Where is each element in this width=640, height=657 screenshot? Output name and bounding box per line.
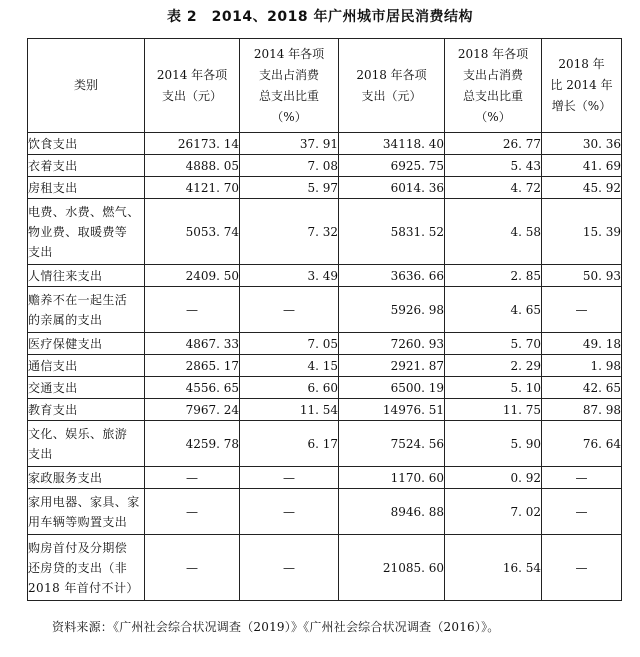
cell-share-2018: 4. 65: [445, 287, 542, 333]
header-growth: 2018 年 比 2014 年 增长（%）: [542, 39, 622, 133]
cell-share-2018: 16. 54: [445, 535, 542, 601]
cell-exp-2018: 8946. 88: [339, 489, 445, 535]
header-category: 类别: [28, 39, 145, 133]
cell-exp-2018: 7260. 93: [339, 333, 445, 355]
cell-share-2014: 7. 32: [240, 199, 339, 265]
cell-exp-2018: 5831. 52: [339, 199, 445, 265]
cell-share-2018: 5. 10: [445, 377, 542, 399]
cell-share-2018: 26. 77: [445, 133, 542, 155]
cell-exp-2018: 34118. 40: [339, 133, 445, 155]
cell-category: 教育支出: [28, 399, 145, 421]
cell-share-2014: 5. 97: [240, 177, 339, 199]
table-row: [28, 399, 622, 421]
cell-exp-2014: —: [145, 287, 240, 333]
source-note: 资料来源：《广州社会综合状况调查（2019）》《广州社会综合状况调查（2016）》。: [52, 620, 500, 634]
cell-share-2018: 0. 92: [445, 467, 542, 489]
cell-share-2014: 6. 60: [240, 377, 339, 399]
cell-share-2018: 4. 58: [445, 199, 542, 265]
cell-category: 饮食支出: [28, 133, 145, 155]
cell-share-2018: 2. 85: [445, 265, 542, 287]
cell-category: 人情往来支出: [28, 265, 145, 287]
cell-exp-2018: 14976. 51: [339, 399, 445, 421]
cell-share-2018: 7. 02: [445, 489, 542, 535]
table-row: [28, 377, 622, 399]
cell-exp-2018: 2921. 87: [339, 355, 445, 377]
cell-exp-2018: 6925. 75: [339, 155, 445, 177]
cell-category: 家用电器、家具、家 用车辆等购置支出: [28, 489, 145, 535]
cell-exp-2014: 4867. 33: [145, 333, 240, 355]
cell-category: 通信支出: [28, 355, 145, 377]
table-row: [28, 199, 622, 265]
cell-exp-2014: 4556. 65: [145, 377, 240, 399]
cell-exp-2014: —: [145, 489, 240, 535]
table-row: [28, 177, 622, 199]
cell-share-2014: 3. 49: [240, 265, 339, 287]
cell-growth: 30. 36: [542, 133, 622, 155]
cell-category: 衣着支出: [28, 155, 145, 177]
cell-exp-2014: 4259. 78: [145, 421, 240, 467]
table-row: [28, 287, 622, 333]
header-row: [28, 39, 622, 133]
table-row: [28, 333, 622, 355]
table-row: [28, 155, 622, 177]
cell-share-2014: —: [240, 467, 339, 489]
cell-exp-2014: —: [145, 467, 240, 489]
cell-growth: 45. 92: [542, 177, 622, 199]
cell-exp-2018: 3636. 66: [339, 265, 445, 287]
cell-share-2018: 5. 43: [445, 155, 542, 177]
table-row: [28, 467, 622, 489]
table-row: [28, 133, 622, 155]
cell-category: 电费、水费、燃气、 物业费、取暖费等 支出: [28, 199, 145, 265]
table-title: 表 2 2014、2018 年广州城市居民消费结构: [167, 9, 473, 25]
cell-share-2014: 7. 08: [240, 155, 339, 177]
header-exp-2018: 2018 年各项 支出（元）: [339, 39, 445, 133]
cell-exp-2014: 2865. 17: [145, 355, 240, 377]
cell-category: 购房首付及分期偿 还房贷的支出（非 2018 年首付不计）: [28, 535, 145, 601]
cell-exp-2018: 1170. 60: [339, 467, 445, 489]
table-body: [28, 133, 622, 601]
cell-share-2014: 37. 91: [240, 133, 339, 155]
cell-exp-2014: 4121. 70: [145, 177, 240, 199]
cell-growth: 76. 64: [542, 421, 622, 467]
cell-growth: —: [542, 535, 622, 601]
cell-growth: 15. 39: [542, 199, 622, 265]
cell-growth: —: [542, 467, 622, 489]
cell-growth: 42. 65: [542, 377, 622, 399]
cell-exp-2018: 21085. 60: [339, 535, 445, 601]
cell-exp-2014: 7967. 24: [145, 399, 240, 421]
consumption-structure-table: [27, 38, 622, 601]
cell-exp-2014: 26173. 14: [145, 133, 240, 155]
cell-share-2018: 5. 70: [445, 333, 542, 355]
table-row: [28, 489, 622, 535]
cell-growth: —: [542, 489, 622, 535]
cell-share-2014: 7. 05: [240, 333, 339, 355]
cell-share-2018: 11. 75: [445, 399, 542, 421]
cell-share-2014: —: [240, 287, 339, 333]
table-row: [28, 355, 622, 377]
cell-exp-2014: —: [145, 535, 240, 601]
cell-share-2014: —: [240, 489, 339, 535]
cell-exp-2014: 4888. 05: [145, 155, 240, 177]
cell-exp-2018: 6500. 19: [339, 377, 445, 399]
cell-share-2018: 4. 72: [445, 177, 542, 199]
cell-growth: —: [542, 287, 622, 333]
cell-share-2014: 6. 17: [240, 421, 339, 467]
cell-share-2018: 5. 90: [445, 421, 542, 467]
table-row: [28, 535, 622, 601]
cell-category: 医疗保健支出: [28, 333, 145, 355]
cell-growth: 1. 98: [542, 355, 622, 377]
cell-category: 赡养不在一起生活 的亲属的支出: [28, 287, 145, 333]
header-share-2018: 2018 年各项 支出占消费 总支出比重 （%）: [445, 39, 542, 133]
cell-exp-2018: 7524. 56: [339, 421, 445, 467]
header-exp-2014: 2014 年各项 支出（元）: [145, 39, 240, 133]
cell-growth: 87. 98: [542, 399, 622, 421]
cell-share-2014: 4. 15: [240, 355, 339, 377]
cell-share-2018: 2. 29: [445, 355, 542, 377]
cell-share-2014: —: [240, 535, 339, 601]
table-row: [28, 265, 622, 287]
table-row: [28, 421, 622, 467]
cell-growth: 50. 93: [542, 265, 622, 287]
cell-category: 交通支出: [28, 377, 145, 399]
cell-share-2014: 11. 54: [240, 399, 339, 421]
cell-category: 文化、娱乐、旅游 支出: [28, 421, 145, 467]
cell-exp-2014: 5053. 74: [145, 199, 240, 265]
cell-category: 房租支出: [28, 177, 145, 199]
cell-exp-2018: 6014. 36: [339, 177, 445, 199]
cell-growth: 49. 18: [542, 333, 622, 355]
cell-growth: 41. 69: [542, 155, 622, 177]
cell-exp-2014: 2409. 50: [145, 265, 240, 287]
cell-category: 家政服务支出: [28, 467, 145, 489]
header-share-2014: 2014 年各项 支出占消费 总支出比重 （%）: [240, 39, 339, 133]
cell-exp-2018: 5926. 98: [339, 287, 445, 333]
